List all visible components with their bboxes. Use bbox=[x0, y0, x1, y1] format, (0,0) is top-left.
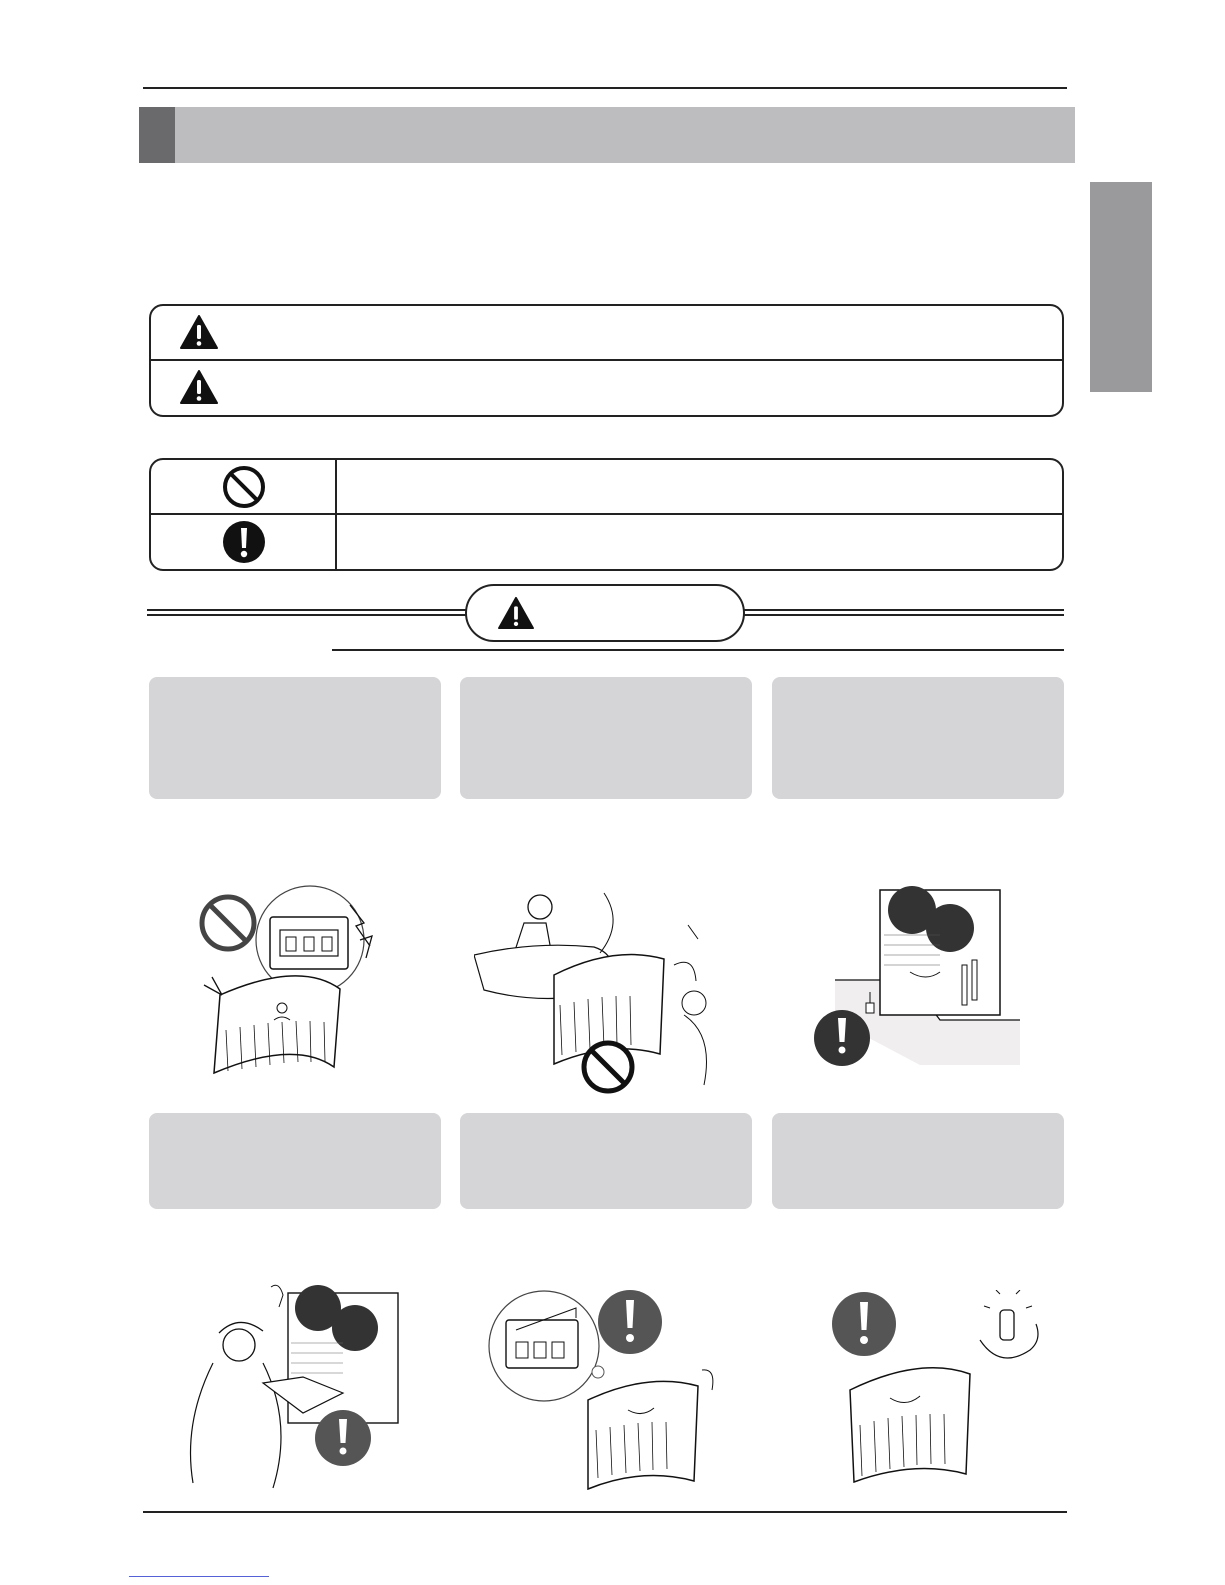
illustration-indoor-unit-wet-switch bbox=[190, 885, 430, 1085]
section-heading-pill bbox=[465, 584, 745, 642]
instruction-card-1 bbox=[149, 677, 441, 799]
warning-triangle-icon bbox=[179, 369, 219, 405]
signal-word-box bbox=[149, 304, 1064, 417]
section-rule-right-bottom bbox=[743, 614, 1064, 616]
symbol-box bbox=[149, 458, 1064, 571]
signal-row-caution bbox=[151, 361, 1062, 415]
warning-triangle-icon bbox=[179, 314, 219, 350]
illustration-outdoor-unit-grounding bbox=[810, 880, 1030, 1080]
illustration-installation-by-unqualified-person bbox=[474, 885, 734, 1095]
illustration-installer-reading-manual bbox=[183, 1283, 423, 1493]
warning-triangle-icon bbox=[497, 596, 535, 630]
illustration-indoor-unit-fuse bbox=[830, 1290, 1060, 1490]
instruction-card-5 bbox=[460, 1113, 752, 1209]
intro-text bbox=[150, 200, 1050, 280]
footer-link-underline[interactable] bbox=[129, 1576, 269, 1577]
instruction-card-3 bbox=[772, 677, 1064, 799]
instruction-card-2 bbox=[460, 677, 752, 799]
bottom-rule bbox=[143, 1511, 1067, 1513]
title-accent bbox=[139, 107, 175, 163]
instruction-card-4 bbox=[149, 1113, 441, 1209]
mandatory-icon bbox=[222, 520, 266, 564]
side-tab bbox=[1090, 182, 1152, 392]
section-rule-left-bottom bbox=[147, 614, 467, 616]
illustration-indoor-unit-breaker bbox=[488, 1290, 728, 1490]
prohibited-icon bbox=[222, 465, 266, 509]
section-rule-right-top bbox=[743, 609, 1064, 611]
section-rule-left-top bbox=[147, 609, 467, 611]
title-bar bbox=[139, 107, 1075, 163]
signal-row-warning bbox=[151, 306, 1062, 359]
subheading-rule bbox=[332, 649, 1064, 651]
instruction-card-6 bbox=[772, 1113, 1064, 1209]
top-rule bbox=[143, 87, 1067, 89]
symbol-column-divider bbox=[335, 460, 337, 569]
symbol-divider bbox=[151, 513, 1062, 515]
